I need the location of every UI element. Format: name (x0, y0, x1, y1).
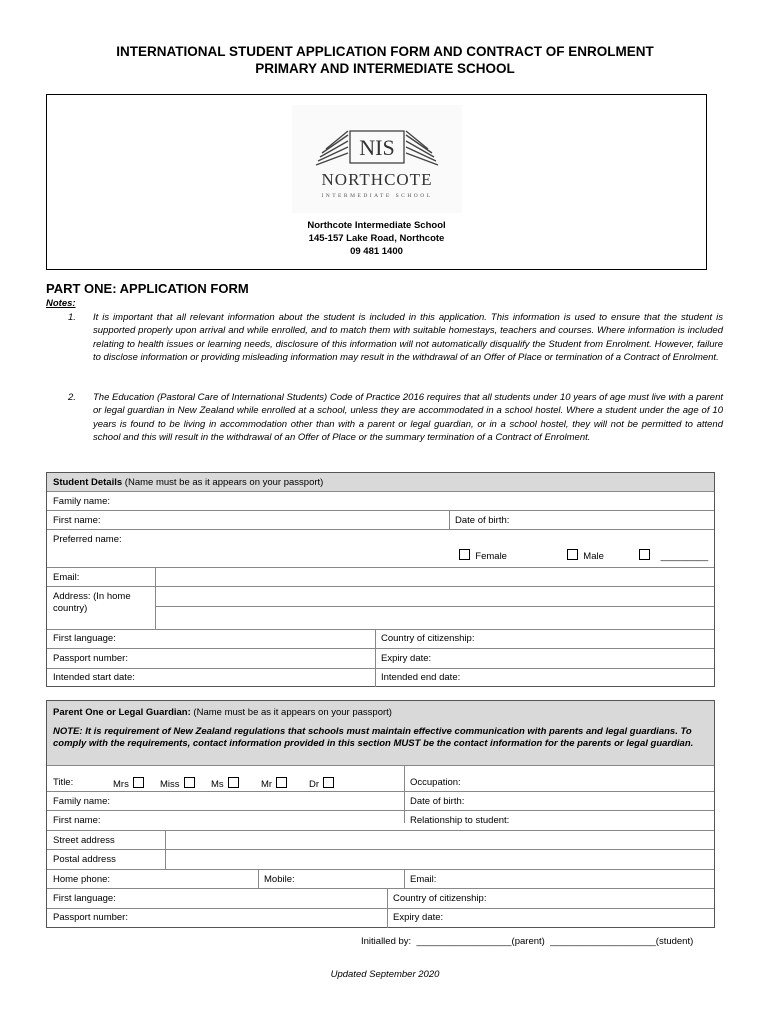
student-expiry-field[interactable]: Expiry date: (381, 653, 432, 664)
student-preferred-name-field[interactable]: Preferred name: (53, 534, 122, 545)
updated-footer: Updated September 2020 (330, 969, 440, 980)
form-subtitle: PRIMARY AND INTERMEDIATE SCHOOL (255, 61, 515, 76)
title-options: Title: Mrs Miss Ms Mr Dr (47, 777, 407, 788)
note-1-text: It is important that all relevant information about the student is included in this application. This information is used to ensure that the student is supported properly upon arrival and while enrolled, and to match them with suitable homestays, teachers and courses. Where information is included relating to health issues or learning needs, disclosure of this information will not automatically disqualify the Student from Enrolment. However, failure to disclose information or providing misleading information may result in the withdrawal of an Offer of Place or termination of a Contract of Enrolment. (93, 312, 723, 363)
parent-expiry-field[interactable]: Expiry date: (393, 912, 444, 923)
parent-family-name-field[interactable]: Family name: (53, 796, 111, 807)
student-start-date-field[interactable]: Intended start date: (53, 672, 135, 683)
parent-mobile-field[interactable]: Mobile: (264, 874, 295, 885)
parent-first-name-field[interactable]: First name: (53, 815, 101, 826)
dr-checkbox[interactable] (323, 777, 334, 788)
student-first-name-field[interactable]: First name: (53, 515, 101, 526)
student-citizenship-field[interactable]: Country of citizenship: (381, 633, 475, 644)
school-logo (292, 105, 462, 213)
student-details-table (46, 472, 715, 687)
parent-email-field[interactable]: Email: (410, 874, 437, 885)
student-end-date-field[interactable]: Intended end date: (381, 672, 461, 683)
student-first-language-field[interactable]: First language: (53, 633, 116, 644)
male-checkbox[interactable] (567, 549, 578, 560)
logo-sub: INTERMEDIATE SCHOOL (321, 193, 433, 199)
ms-checkbox[interactable] (228, 777, 239, 788)
mrs-checkbox[interactable] (133, 777, 144, 788)
parent-street-address-label: Street address (53, 835, 115, 846)
parent-note: NOTE: It is requirement of New Zealand regulations that schools must maintain effective communication with parents and legal guardians. To comply with the requirements, contact information provided in this section MUST be the contact information for the parents or legal guardian. (53, 726, 694, 749)
school-address: 145-157 Lake Road, Northcote (308, 233, 445, 244)
school-phone: 09 481 1400 (350, 246, 403, 257)
note-1-number: 1. (68, 312, 76, 323)
title-dr[interactable]: Dr (309, 777, 334, 790)
student-dob-field[interactable]: Date of birth: (455, 515, 510, 526)
form-title: INTERNATIONAL STUDENT APPLICATION FORM AND CONTRACT OF ENROLMENT (116, 44, 654, 59)
parent-relationship-field[interactable]: Relationship to student: (410, 815, 510, 826)
student-family-name-field[interactable]: Family name: (53, 496, 111, 507)
parent-home-phone-field[interactable]: Home phone: (53, 874, 111, 885)
student-details-header: Student Details (Name must be as it appears on your passport) (53, 477, 324, 488)
logo-name: NORTHCOTE (321, 170, 433, 189)
title-ms[interactable]: Ms (211, 777, 239, 790)
logo-initials: NIS (359, 135, 395, 160)
parent-details-header: Parent One or Legal Guardian: (Name must be as it appears on your passport) (53, 707, 392, 718)
gender-male[interactable]: Male (557, 549, 604, 562)
female-checkbox[interactable] (459, 549, 470, 560)
student-passport-field[interactable]: Passport number: (53, 653, 128, 664)
miss-checkbox[interactable] (184, 777, 195, 788)
parent-occupation-field[interactable]: Occupation: (410, 777, 461, 788)
school-name: Northcote Intermediate School (307, 220, 446, 231)
parent-initials-field[interactable]: __________________(parent) (416, 936, 545, 947)
student-initials-field[interactable]: ____________________(student) (550, 936, 694, 947)
parent-passport-field[interactable]: Passport number: (53, 912, 128, 923)
other-checkbox[interactable] (639, 549, 650, 560)
note-2-number: 2. (68, 392, 76, 403)
gender-female[interactable]: Female (449, 549, 507, 562)
initials-line: Initialled by: __________________(parent) ____________________(student) (361, 936, 694, 947)
title-miss[interactable]: Miss (160, 777, 195, 790)
note-2-text: The Education (Pastoral Care of International Students) Code of Practice 2016 requires that all students under 10 years of age must live with a parent or legal guardian in New Zealand while enrolled at a school, unless they are accommodated in a school hostel. Where a student under the age of 10 years is found to be living in accommodation other than with a parent or legal guardian, or in a school hostel, they will not be permitted to attend school and this will result in the withdrawal of an Offer of Place or the summary termination of a Contract of Enrolment. (93, 392, 723, 443)
parent-details-table (46, 700, 715, 928)
parent-citizenship-field[interactable]: Country of citizenship: (393, 893, 487, 904)
title-mr[interactable]: Mr (261, 777, 287, 790)
gender-other[interactable]: _________ (629, 549, 708, 562)
parent-first-language-field[interactable]: First language: (53, 893, 116, 904)
student-address-label: Address: (In home country) (53, 591, 131, 614)
student-email-label: Email: (53, 572, 80, 583)
part-one-title: PART ONE: APPLICATION FORM (46, 281, 249, 296)
title-mrs[interactable]: Mrs (113, 777, 144, 790)
parent-postal-address-label: Postal address (53, 854, 116, 865)
mr-checkbox[interactable] (276, 777, 287, 788)
school-logo-box (46, 94, 707, 270)
notes-label: Notes: (46, 298, 76, 309)
parent-dob-field[interactable]: Date of birth: (410, 796, 465, 807)
